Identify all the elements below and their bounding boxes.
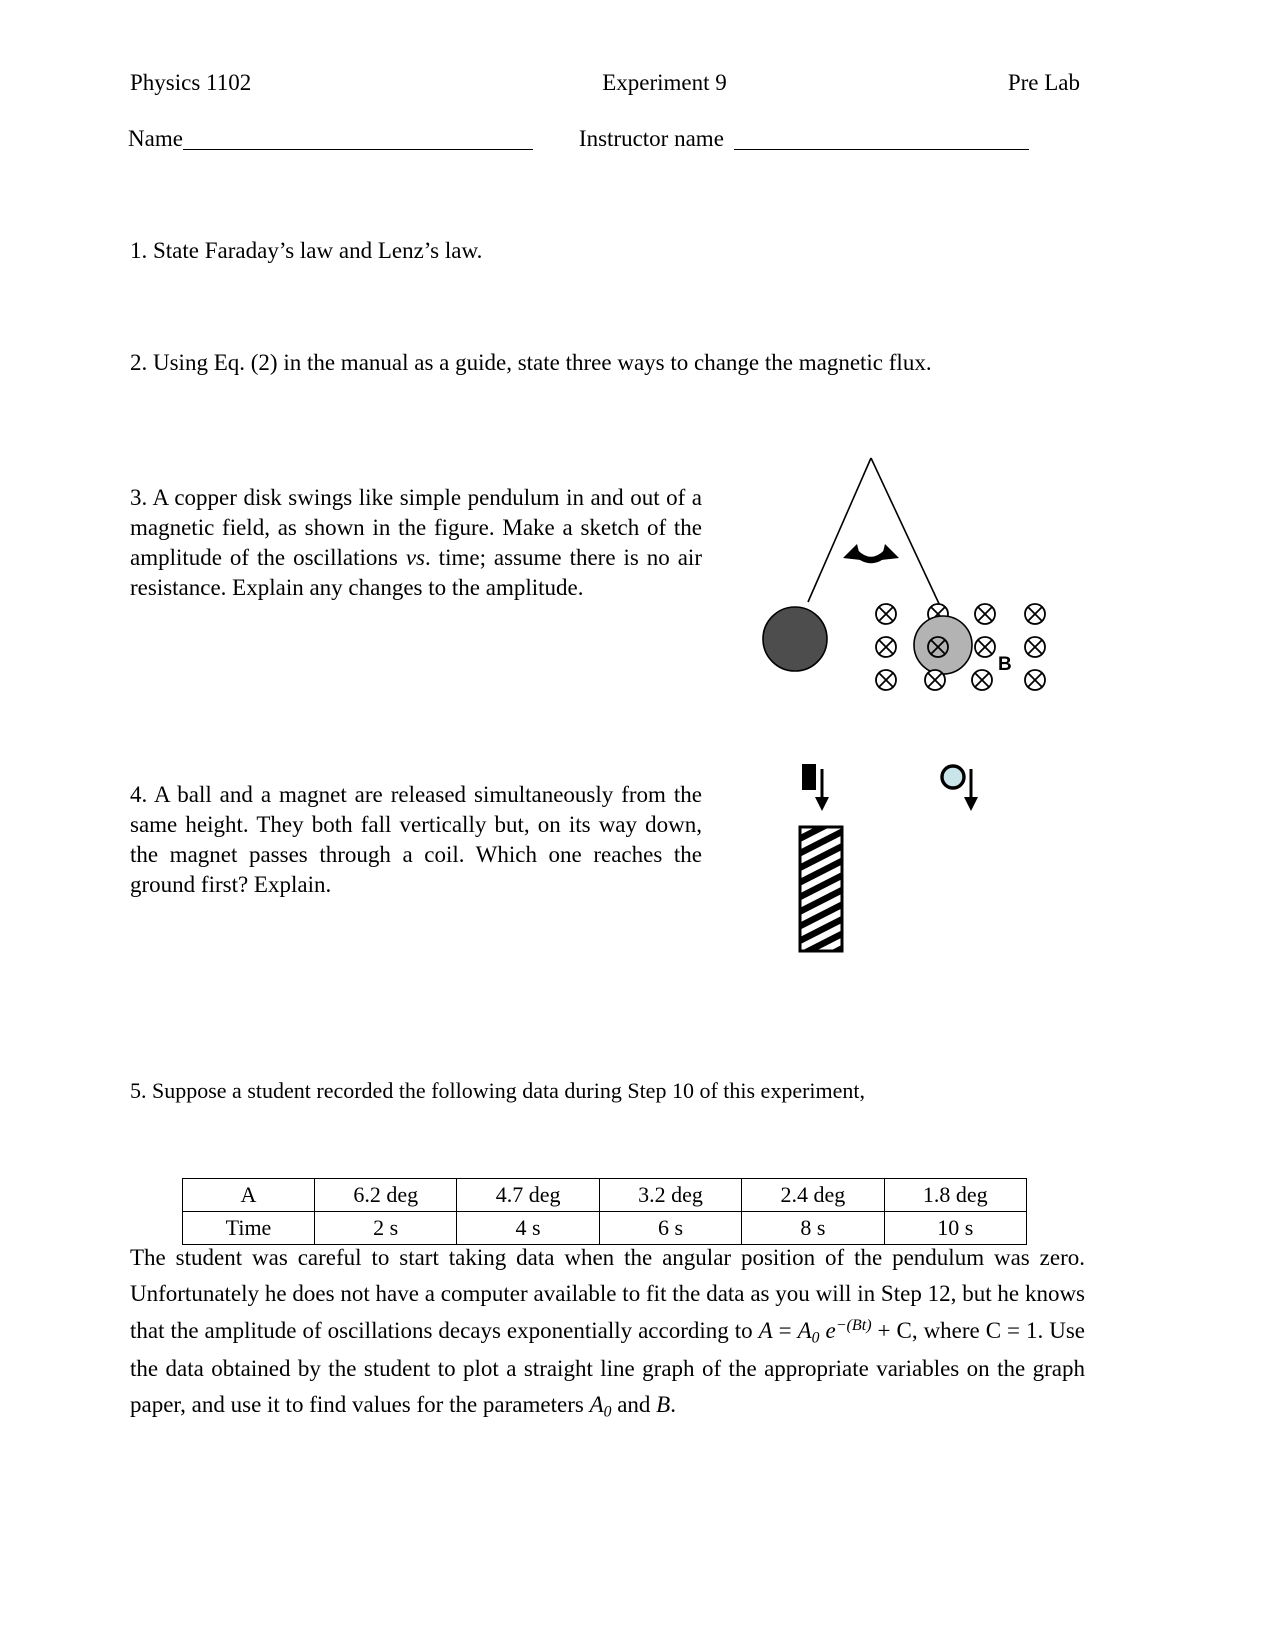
falling-magnet-and-ball-figure [785, 755, 1040, 965]
closing-sentence-2: , where C = 1. Use the data obtained by the student to plot a straight line graph of the appropriate variables on the graph paper, and use it to find values for the parameters [130, 1317, 1085, 1418]
ball-down-arrow-icon [964, 769, 978, 811]
field-cross-icon [1025, 670, 1045, 690]
row-label-time: Time [183, 1212, 315, 1245]
equation-plus-C: + C [871, 1317, 912, 1343]
parameter-A0: A [589, 1392, 604, 1418]
name-blank-line[interactable] [183, 149, 533, 150]
magnet-block [802, 764, 816, 790]
pendulum-strings [808, 458, 941, 608]
field-cross-icon [925, 670, 945, 690]
amplitude-value: 1.8 deg [884, 1179, 1026, 1212]
equation-A0: A [797, 1317, 812, 1343]
question-4 [130, 780, 702, 900]
question-2 [130, 348, 1030, 378]
field-cross-icon [1025, 637, 1045, 657]
equation-e: e [825, 1317, 836, 1343]
closing-and: and [611, 1392, 657, 1418]
name-label: Name [128, 126, 183, 151]
field-cross-icon [876, 670, 896, 690]
pendulum-magnetic-field-figure [745, 448, 1065, 693]
time-value: 10 s [884, 1212, 1026, 1245]
question-3 [130, 483, 702, 603]
field-cross-icon [876, 604, 896, 624]
closing-paragraph [130, 1240, 1085, 1425]
question-1-text: 1. State Faraday’s law and Lenz’s law. [130, 238, 483, 263]
amplitude-value: 6.2 deg [315, 1179, 457, 1212]
parameter-B: B [656, 1392, 671, 1418]
page-header [130, 70, 1080, 96]
question-2-text: 2. Using Eq. (2) in the manual as a guide, state three ways to change the magnetic flux. [130, 350, 932, 375]
equation-A0-subscript: 0 [811, 1329, 820, 1347]
instructor-label: Instructor name [578, 126, 724, 151]
equation-exponent: −(Bt) [835, 1316, 872, 1334]
row-label-amplitude: A [183, 1179, 315, 1212]
time-value: 2 s [315, 1212, 457, 1245]
equation-A: A [758, 1317, 773, 1343]
field-cross-icon [1025, 604, 1045, 624]
field-label-B: B [998, 654, 1012, 675]
header-course: Physics 1102 [130, 70, 252, 95]
table-row [183, 1179, 1027, 1212]
question-3-italic-vs: vs [405, 544, 425, 570]
question-5 [130, 1077, 990, 1106]
question-5-text: 5. Suppose a student recorded the following data during Step 10 of this experiment, [130, 1078, 866, 1103]
header-experiment: Experiment 9 [602, 70, 727, 95]
question-4-text: 4. A ball and a magnet are released simultaneously from the same height. They both fall vertically but, on its way down, the magnet passes through a coil. Which one reaches the ground first? Explain. [130, 782, 702, 897]
decay-equation [758, 1316, 912, 1347]
field-cross-icon [975, 637, 995, 657]
magnetic-field-crosses-row3 [876, 670, 1045, 690]
field-cross-icon [975, 604, 995, 624]
question-3-text-part2: . time; assume there is no air resistance. Explain any changes to the amplitude. [130, 544, 702, 600]
falling-ball [942, 766, 964, 788]
closing-period: . [670, 1392, 676, 1418]
field-cross-icon [876, 637, 896, 657]
pendulum-bob-copper-disk [763, 607, 827, 671]
amplitude-value: 3.2 deg [599, 1179, 741, 1212]
experiment-data-table [182, 1178, 1027, 1245]
equation-equals: = [772, 1317, 798, 1343]
question-3-text-part1: 3. A copper disk swings like simple pendulum in and out of a magnetic field, as shown in the figure. Make a sketch of the amplitude of the oscillations [130, 485, 702, 570]
question-1 [130, 236, 830, 266]
pendulum-bob-in-field [914, 616, 972, 674]
time-value: 8 s [742, 1212, 884, 1245]
instructor-blank-line[interactable] [734, 149, 1029, 150]
coil [800, 827, 842, 951]
magnet-down-arrow-icon [815, 769, 829, 811]
time-value: 6 s [599, 1212, 741, 1245]
swing-arrow-icon [843, 544, 899, 560]
time-value: 4 s [457, 1212, 599, 1245]
header-doc-type: Pre Lab [1007, 70, 1080, 95]
field-cross-icon [972, 670, 992, 690]
closing-sentence-1: The student was careful to start taking data when the angular position of the pendulum was zero. Unfortunately he does not have a computer available to fit the data as you will in Step 12, but he knows that the amplitude of oscillations decays exponentially according to [130, 1245, 1085, 1343]
amplitude-value: 2.4 deg [742, 1179, 884, 1212]
parameter-A0-subscript: 0 [603, 1403, 612, 1421]
name-instructor-row [128, 126, 1088, 152]
amplitude-value: 4.7 deg [457, 1179, 599, 1212]
